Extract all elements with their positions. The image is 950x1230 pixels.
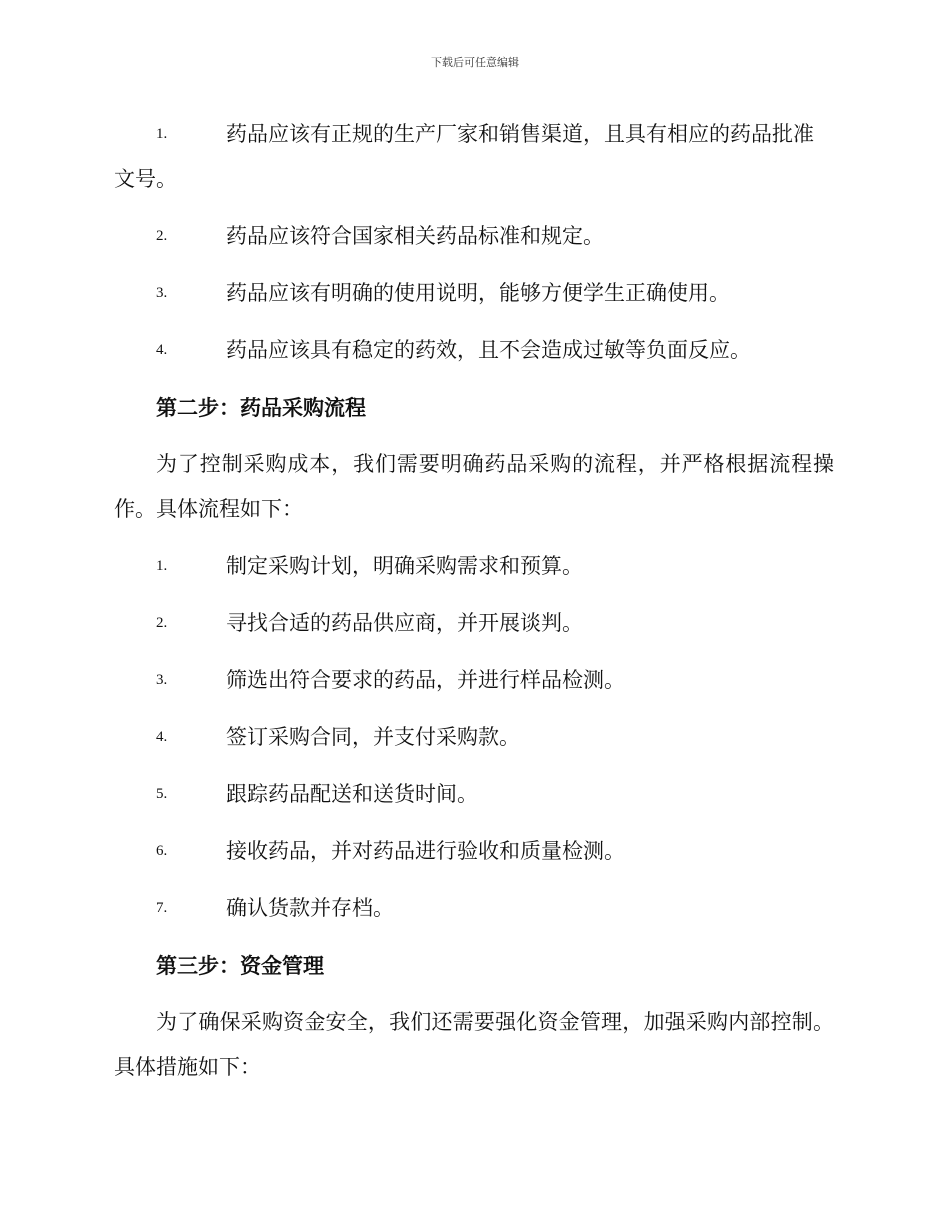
section-heading: 第二步：药品采购流程 [156,395,366,420]
list-number: 3. [156,285,168,301]
list-text: 制定采购计划，明确采购需求和预算。 [226,554,583,578]
list-text: 接收药品，并对药品进行验收和质量检测。 [226,839,625,863]
list-item [114,829,834,874]
list-number: 7. [156,900,168,916]
section-paragraph: 为了控制采购成本，我们需要明确药品采购的流程，并严格根据流程操作。具体流程如下： [114,452,834,521]
document-body [114,112,834,1090]
list-text: 寻找合适的药品供应商，并开展谈判。 [226,611,583,635]
list-number: 5. [156,786,168,802]
list-number: 1. [156,558,168,574]
section-paragraph: 为了确保采购资金安全，我们还需要强化资金管理，加强采购内部控制。具体措施如下： [114,1010,834,1079]
list-item [114,271,834,316]
list-number: 6. [156,843,168,859]
section-heading: 第三步：资金管理 [156,953,324,978]
list-number: 1. [156,126,168,142]
list-text: 确认货款并存档。 [226,896,394,920]
list-text: 签订采购合同，并支付采购款。 [226,725,520,749]
drug-requirements-list [114,112,834,373]
list-text: 筛选出符合要求的药品，并进行样品检测。 [226,668,625,692]
list-text: 药品应该符合国家相关药品标准和规定。 [226,224,604,248]
list-item [114,886,834,931]
page-header: 下载后可任意编辑 [431,56,519,69]
list-item [114,328,834,373]
list-number: 2. [156,228,168,244]
list-text: 药品应该有正规的生产厂家和销售渠道，且具有相应的药品批准文号。 [114,122,814,191]
list-number: 2. [156,615,168,631]
list-text: 跟踪药品配送和送货时间。 [226,782,478,806]
list-number: 4. [156,729,168,745]
list-item [114,658,834,703]
list-text: 药品应该有明确的使用说明，能够方便学生正确使用。 [226,281,730,305]
list-text: 药品应该具有稳定的药效，且不会造成过敏等负面反应。 [226,338,751,362]
list-item [114,112,834,202]
list-item [114,544,834,589]
list-number: 3. [156,672,168,688]
list-item [114,772,834,817]
list-item [114,214,834,259]
list-number: 4. [156,342,168,358]
procurement-steps-list [114,544,834,931]
list-item [114,601,834,646]
list-item [114,715,834,760]
